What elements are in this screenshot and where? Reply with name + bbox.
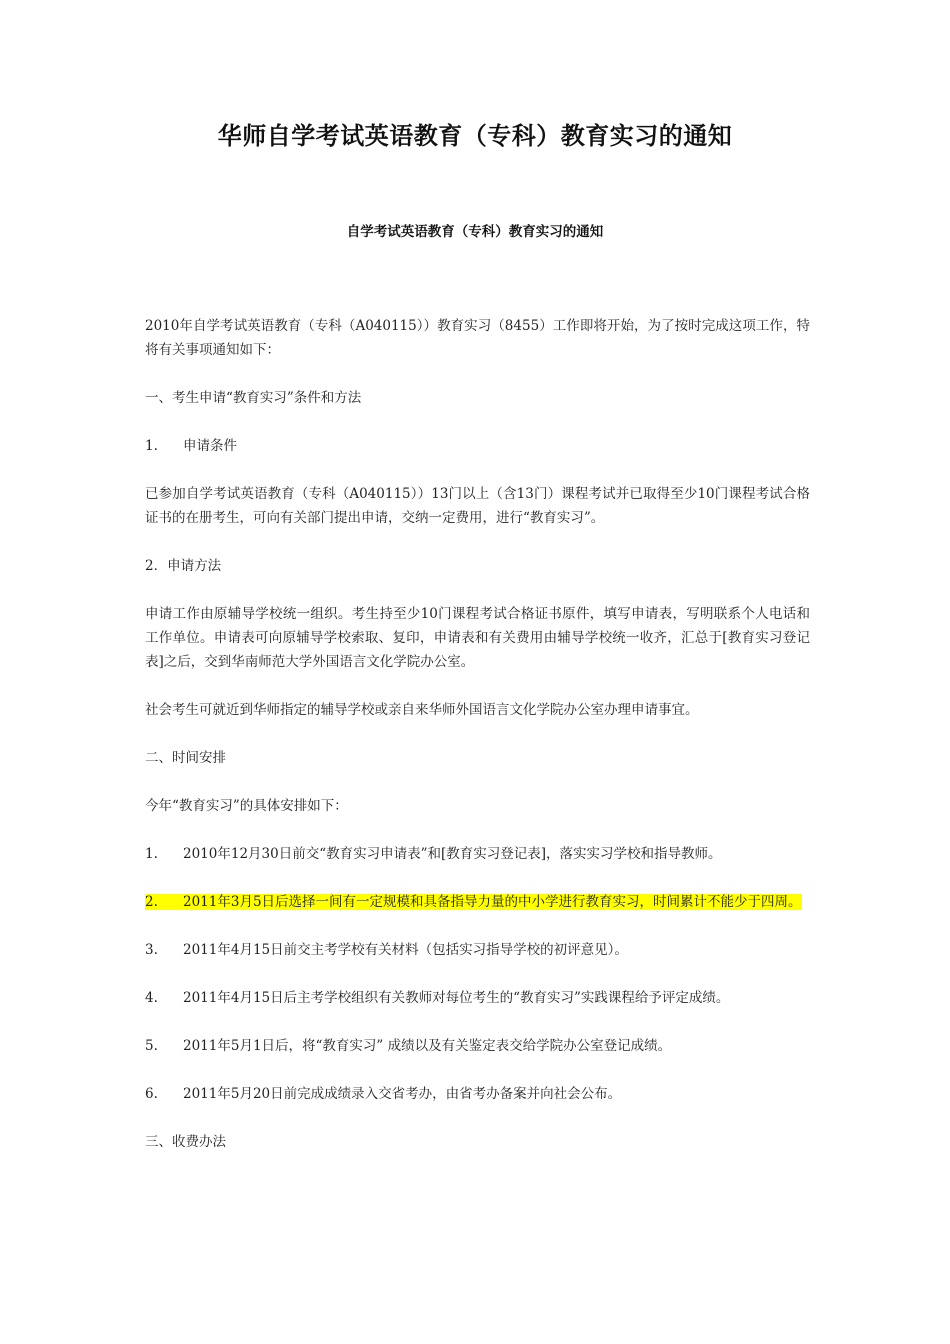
section-3-heading: 三、收费办法 xyxy=(145,1134,226,1150)
document-title: 华师自学考试英语教育（专科）教育实习的通知 xyxy=(217,121,733,150)
item-label: 申请条件 xyxy=(183,438,237,454)
highlighted-text xyxy=(145,894,802,910)
schedule-item xyxy=(145,1034,810,1058)
schedule-item xyxy=(145,938,810,962)
schedule-item-number: 3. xyxy=(145,942,158,958)
section-1-item-1-text: 已参加自学考试英语教育（专科（A040115））13门以上（含13门）课程考试并已取得至少10门课程考试合格证书的在册考生，可向有关部门提出申请，交纳一定费用，进行“教育实习”。 xyxy=(145,486,810,526)
schedule-item-text: 2010年12月30日前交“教育实习申请表”和[教育实习登记表]，落实实习学校和指导教师。 xyxy=(183,846,722,862)
schedule-item-highlighted xyxy=(145,890,810,914)
section-1-heading: 一、考生申请“教育实习”条件和方法 xyxy=(145,390,362,406)
schedule-item-number: 2. xyxy=(145,894,158,910)
section-1-item-2-text: 申请工作由原辅导学校统一组织。考生持至少10门课程考试合格证书原件，填写申请表，写明联系个人电话和工作单位。申请表可向原辅导学校索取、复印，申请表和有关费用由辅导学校统一收齐，汇总于[教育实习登记表]之后，交到华南师范大学外国语言文化学院办公室。 xyxy=(145,606,810,670)
section-1-item-1 xyxy=(145,434,810,458)
schedule-item-text: 2011年5月1日后，将“教育实习” 成绩以及有关鉴定表交给学院办公室登记成绩。 xyxy=(183,1038,672,1054)
schedule-item-text: 2011年3月5日后选择一间有一定规模和具备指导力量的中小学进行教育实习，时间累计不能少于四周。 xyxy=(183,894,802,910)
schedule-item xyxy=(145,842,810,866)
section-1-item-2: 2．申请方法 xyxy=(145,558,222,574)
item-number: 1. xyxy=(145,438,158,454)
schedule-item xyxy=(145,986,810,1010)
schedule-item-text: 2011年5月20日前完成成绩录入交省考办，由省考办备案并向社会公布。 xyxy=(183,1086,622,1102)
schedule-item-text: 2011年4月15日前交主考学校有关材料（包括实习指导学校的初评意见）。 xyxy=(183,942,628,958)
schedule-item-number: 1. xyxy=(145,846,158,862)
document-body xyxy=(145,314,810,1178)
schedule-item xyxy=(145,1082,810,1106)
schedule-item-text: 2011年4月15日后主考学校组织有关教师对每位考生的“教育实习”实践课程给予评定成绩。 xyxy=(183,990,730,1006)
document-subtitle: 自学考试英语教育（专科）教育实习的通知 xyxy=(346,224,604,240)
social-candidates-paragraph: 社会考生可就近到华师指定的辅导学校或亲自来华师外国语言文化学院办公室办理申请事宜。 xyxy=(145,702,699,718)
section-2-intro: 今年“教育实习”的具体安排如下： xyxy=(145,798,348,814)
schedule-item-number: 6. xyxy=(145,1086,158,1102)
schedule-item-number: 4. xyxy=(145,990,158,1006)
section-2-heading: 二、时间安排 xyxy=(145,750,226,766)
intro-paragraph: 2010年自学考试英语教育（专科（A040115））教育实习（8455）工作即将开始，为了按时完成这项工作，特将有关事项通知如下： xyxy=(145,318,810,358)
schedule-item-number: 5. xyxy=(145,1038,158,1054)
